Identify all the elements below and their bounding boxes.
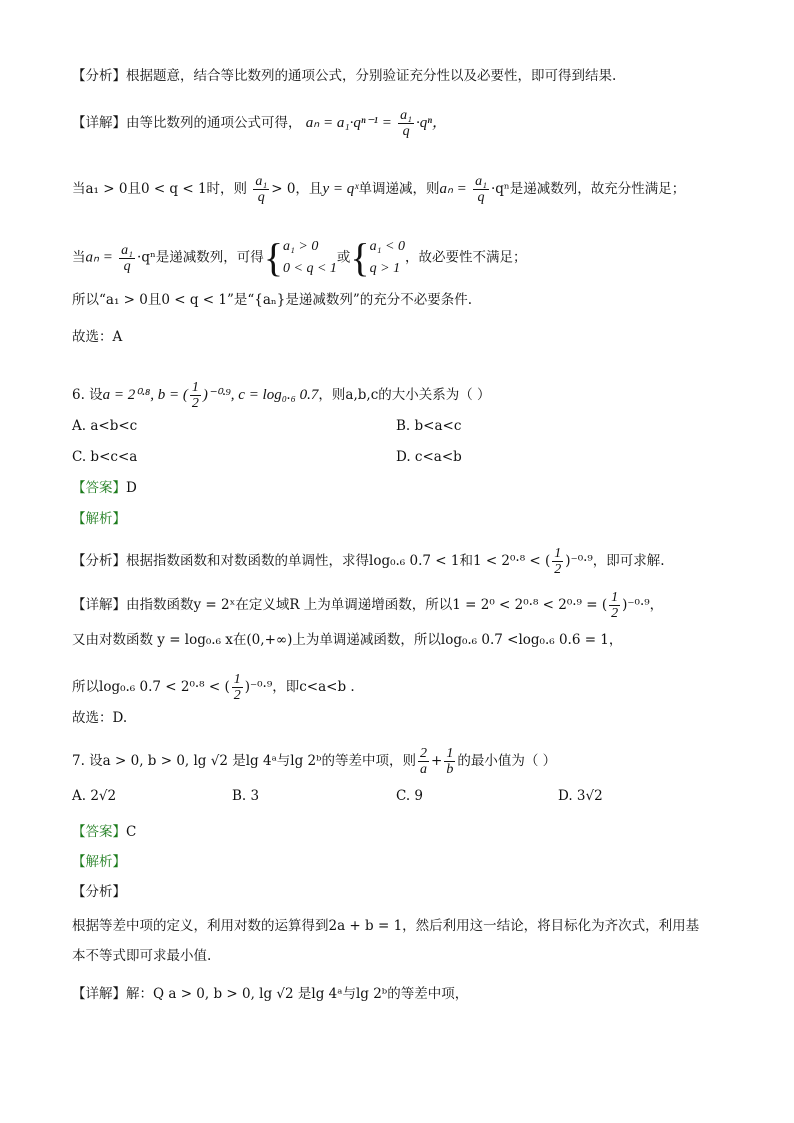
answer-tag: 【答案】 [72, 480, 126, 496]
answer-value: C [126, 824, 137, 840]
brace-icon: { [263, 235, 284, 280]
question-6-stem [72, 380, 491, 411]
q6-option-b: B. b<a<c [396, 418, 462, 434]
fraction [232, 672, 243, 703]
answer-tag: 【答案】 [72, 824, 126, 840]
q7-analysis-line2: 本不等式即可求最小值. [72, 948, 212, 964]
fraction-numerator: 1 [611, 590, 619, 605]
conclusion-line: 所以“a₁ > 0且0 < q < 1”是“{aₙ}是递减数列”的充分不必要条件. [72, 292, 473, 308]
detail-line [72, 108, 447, 139]
text: 当a₁ > 0且0 < q < 1时，则 [72, 181, 248, 197]
fraction [190, 380, 201, 411]
system-row: a₁ < 0 [369, 239, 405, 254]
q7-parse-tag: 【解析】 [72, 854, 126, 870]
formula: y = qˣ [322, 181, 359, 197]
text: 当 [72, 249, 86, 266]
formula: aₙ = a₁·qⁿ⁻¹ = [305, 115, 392, 131]
fraction [444, 746, 455, 777]
q6-answer-line [72, 478, 137, 498]
fraction [609, 590, 620, 621]
fraction-denominator: 2 [191, 396, 199, 411]
system-2 [370, 236, 405, 280]
sufficiency-line [72, 174, 685, 205]
fraction [253, 174, 269, 205]
fraction [552, 546, 563, 577]
q6-option-c: C. b<c<a [72, 449, 138, 465]
analysis-tag: 【分析】 [72, 68, 126, 84]
fraction-numerator: a₁ [475, 174, 487, 189]
question-7-stem [72, 746, 556, 777]
q6-detail-line [72, 590, 663, 621]
q7-analysis-tag: 【分析】 [72, 884, 126, 900]
fraction-numerator: a₁ [121, 242, 134, 258]
formula-tail: ·qⁿ， [416, 115, 448, 131]
analysis-line [72, 66, 616, 86]
q6-line2: 又由对数函数 y = log₀.₆ x在(0,+∞)上为单调递减函数，所以log₀.₆ 0.7 <log₀.₆ 0.6 = 1， [72, 632, 623, 648]
detail-tag: 【详解】 [72, 115, 126, 131]
necessity-line [72, 236, 526, 280]
fraction [398, 108, 414, 139]
text: 7. 设a > 0, b > 0, lg √2 是lg 4ᵃ与lg 2ᵇ的等差中项，则 [72, 753, 417, 769]
q6-choose: 故选：D. [72, 710, 128, 726]
system-row: 0 < q < 1 [283, 261, 337, 276]
q7-answer-line [72, 822, 136, 842]
fraction-numerator: 2 [420, 746, 428, 761]
formula: aₙ = [85, 249, 113, 266]
q6-analysis-line [72, 546, 665, 577]
text: )⁻⁰·⁹， [622, 597, 664, 613]
fraction-denominator: 2 [554, 562, 562, 577]
fraction-numerator: a₁ [400, 108, 413, 123]
fraction-numerator: a₁ [255, 174, 268, 189]
q6-parse-tag: 【解析】 [72, 511, 126, 527]
q7-detail-line [72, 984, 468, 1004]
q6-option-a: A. a<b<c [72, 418, 138, 434]
fraction-numerator: 1 [446, 746, 454, 761]
fraction [119, 243, 135, 274]
text: 解：Q a > 0, b > 0, lg √2 是lg 4ᵃ与lg 2ᵇ的等差中项， [126, 986, 469, 1002]
choose-line: 故选：A [72, 329, 123, 345]
formula: )⁻⁰·⁹, c = log₀.₆ 0.7 [202, 387, 319, 403]
q7-option-a: A. 2√2 [72, 788, 117, 804]
text: > 0，且 [271, 181, 323, 197]
text: ，则a,b,c的大小关系为（ ） [318, 387, 491, 403]
fraction [473, 174, 489, 205]
fraction-denominator: q [123, 258, 131, 274]
plus-sign: + [431, 753, 443, 769]
fraction-denominator: q [477, 190, 485, 205]
text: ·qⁿ是递减数列，故充分性满足； [490, 181, 686, 197]
text: 6. 设 [72, 387, 103, 403]
fraction-numerator: 1 [191, 380, 199, 395]
text: 单调递减，则 [358, 181, 440, 197]
q7-analysis-line1: 根据等差中项的定义，利用对数的运算得到2a + b = 1，然后利用这一结论，将目标化为齐次式，利用基 [72, 918, 700, 934]
answer-value: D [126, 480, 137, 496]
text: 所以log₀.₆ 0.7 < 2⁰·⁸ < ( [72, 679, 230, 695]
text: 根据指数函数和对数函数的单调性，求得log₀.₆ 0.7 < 1和1 < 2⁰·⁸ < ( [126, 553, 551, 569]
detail-tag: 【详解】 [72, 986, 126, 1002]
analysis-text: 根据题意，结合等比数列的通项公式，分别验证充分性以及必要性，即可得到结果. [126, 68, 617, 84]
detail-text: 由等比数列的通项公式可得， [126, 115, 302, 131]
fraction-denominator: q [402, 124, 410, 139]
formula: a = 2⁰·⁸, b = ( [102, 387, 188, 403]
fraction-denominator: a [420, 762, 428, 777]
system-1 [283, 236, 337, 280]
text: )⁻⁰·⁹，即可求解. [565, 553, 665, 569]
analysis-tag: 【分析】 [72, 553, 126, 569]
q7-option-d: D. 3√2 [558, 788, 603, 804]
q7-option-b: B. 3 [232, 788, 260, 804]
fraction-denominator: 2 [611, 606, 619, 621]
system-row: q > 1 [369, 261, 401, 276]
text: )⁻⁰·⁹，即c<a<b . [244, 679, 355, 695]
fraction [418, 746, 429, 777]
text: ，故必要性不满足； [404, 249, 527, 266]
text: 的最小值为（ ） [457, 753, 557, 769]
fraction-denominator: b [446, 762, 454, 777]
fraction-numerator: 1 [233, 672, 241, 687]
detail-tag: 【详解】 [72, 597, 126, 613]
formula: aₙ = [439, 181, 467, 197]
system-row: a₁ > 0 [283, 239, 319, 254]
fraction-denominator: q [257, 190, 265, 205]
text: ·qⁿ是递减数列，可得 [137, 249, 264, 266]
fraction-denominator: 2 [233, 688, 241, 703]
q7-option-c: C. 9 [396, 788, 424, 804]
fraction-numerator: 1 [554, 546, 562, 561]
q6-option-d: D. c<a<b [396, 449, 462, 465]
q6-line3 [72, 672, 355, 703]
text: 由指数函数y = 2ˣ在定义域R 上为单调递增函数，所以1 = 2⁰ < 2⁰·⁸ < 2⁰·⁹ = ( [126, 597, 608, 613]
brace-icon: { [350, 235, 370, 280]
text: 或 [336, 249, 351, 266]
